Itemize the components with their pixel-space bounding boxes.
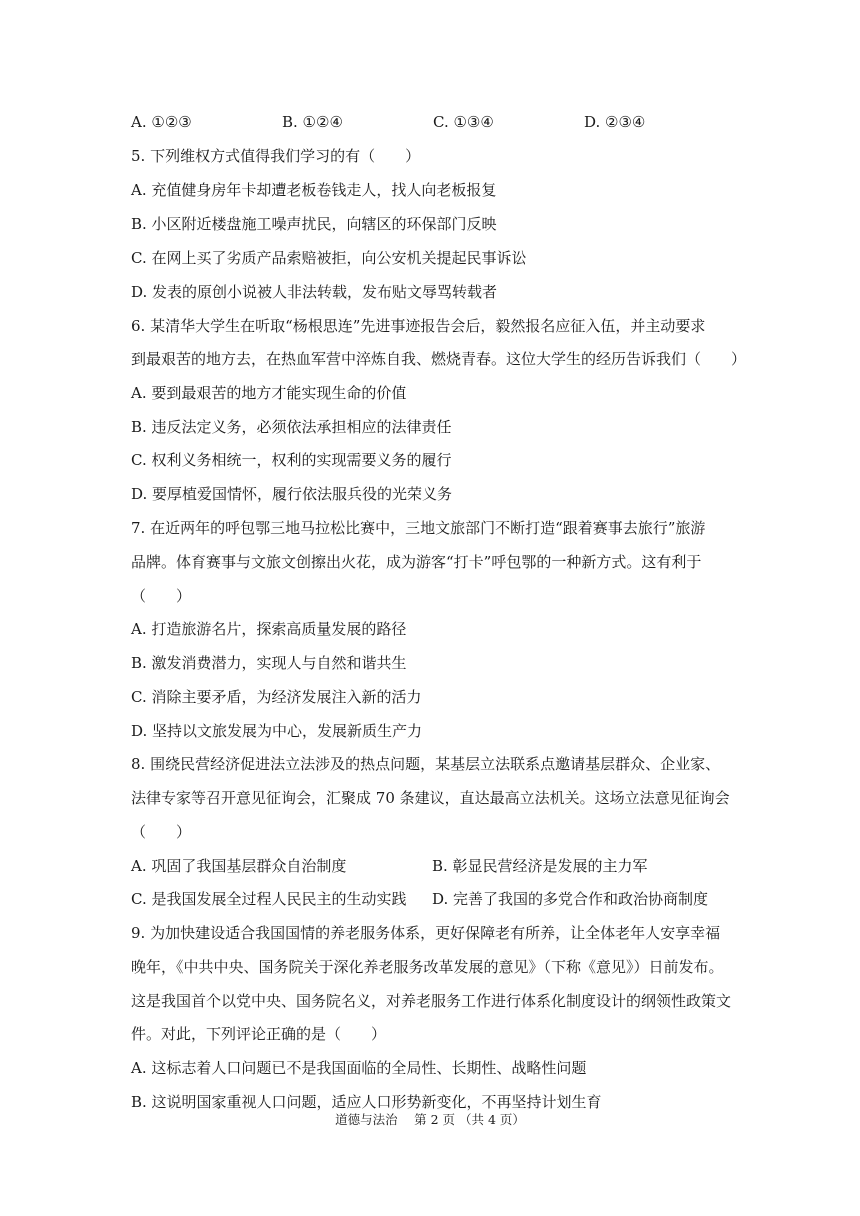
- q8-option-d: D. 完善了我国的多党合作和政治协商制度: [432, 890, 709, 908]
- q6-stem-line-2: 到最艰苦的地方去，在热血军营中淬炼自我、燃烧青春。这位大学生的经历告诉我们（ ）: [131, 350, 747, 368]
- q6-option-c: C. 权利义务相统一，权利的实现需要义务的履行: [131, 451, 452, 469]
- q7-option-b: B. 激发消费潜力，实现人与自然和谐共生: [131, 654, 407, 672]
- q7-option-d: D. 坚持以文旅发展为中心，发展新质生产力: [131, 722, 423, 740]
- q4-option-a: A. ①②③: [131, 113, 192, 131]
- q8-stem-line-2: 法律专家等召开意见征询会，汇聚成 70 条建议，直达最高立法机关。这场立法意见征询会: [131, 789, 730, 807]
- q8-stem-line-3: （ ）: [131, 823, 192, 841]
- q9-stem-line-4: 件。对此，下列评论正确的是（ ）: [131, 1025, 387, 1043]
- q6-option-a: A. 要到最艰苦的地方才能实现生命的价值: [131, 384, 407, 402]
- q5-stem: 5. 下列维权方式值得我们学习的有（ ）: [131, 147, 421, 165]
- q9-option-b: B. 这说明国家重视人口问题，适应人口形势新变化，不再坚持计划生育: [131, 1093, 602, 1111]
- q9-stem-line-1: 9. 为加快建设适合我国国情的养老服务体系，更好保障老有所养，让全体老年人安享幸福: [131, 924, 721, 942]
- q7-stem-line-2: 品牌。体育赛事与文旅文创擦出火花，成为游客“打卡”呼包鄂的一种新方式。这有利于: [131, 553, 702, 571]
- q7-stem-line-1: 7. 在近两年的呼包鄂三地马拉松比赛中，三地文旅部门不断打造“跟着赛事去旅行”旅游: [131, 519, 706, 537]
- q8-option-b: B. 彰显民营经济是发展的主力军: [432, 857, 648, 875]
- q8-option-c: C. 是我国发展全过程人民民主的生动实践: [131, 890, 407, 908]
- q7-option-c: C. 消除主要矛盾，为经济发展注入新的活力: [131, 688, 422, 706]
- q7-stem-line-3: （ ）: [131, 587, 192, 605]
- page-footer: 道德与法治 第 2 页 （共 4 页）: [335, 1112, 525, 1127]
- q9-stem-line-3: 这是我国首个以党中央、国务院名义，对养老服务工作进行体系化制度设计的纲领性政策文: [131, 992, 732, 1010]
- q9-option-a: A. 这标志着人口问题已不是我国面临的全局性、长期性、战略性问题: [131, 1059, 587, 1077]
- q4-option-b: B. ①②④: [282, 113, 343, 131]
- q7-option-a: A. 打造旅游名片，探索高质量发展的路径: [131, 620, 407, 638]
- q5-option-d: D. 发表的原创小说被人非法转载，发布贴文辱骂转载者: [131, 283, 498, 301]
- q8-option-a: A. 巩固了我国基层群众自治制度: [131, 857, 347, 875]
- q8-stem-line-1: 8. 围绕民营经济促进法立法涉及的热点问题，某基层立法联系点邀请基层群众、企业家、: [131, 755, 721, 773]
- q4-option-d: D. ②③④: [584, 113, 646, 131]
- q4-option-c: C. ①③④: [433, 113, 494, 131]
- q9-stem-line-2: 晚年，《中共中央、国务院关于深化养老服务改革发展的意见》（下称《意见》）日前发布。: [131, 958, 724, 976]
- q5-option-b: B. 小区附近楼盘施工噪声扰民，向辖区的环保部门反映: [131, 215, 497, 233]
- q6-option-b: B. 违反法定义务，必须依法承担相应的法律责任: [131, 418, 452, 436]
- q6-stem-line-1: 6. 某清华大学生在听取“杨根思连”先进事迹报告会后，毅然报名应征入伍，并主动要求: [131, 317, 706, 335]
- q6-option-d: D. 要厚植爱国情怀，履行依法服兵役的光荣义务: [131, 485, 453, 503]
- q5-option-c: C. 在网上买了劣质产品索赔被拒，向公安机关提起民事诉讼: [131, 249, 527, 267]
- q5-option-a: A. 充值健身房年卡却遭老板卷钱走人，找人向老板报复: [131, 181, 497, 199]
